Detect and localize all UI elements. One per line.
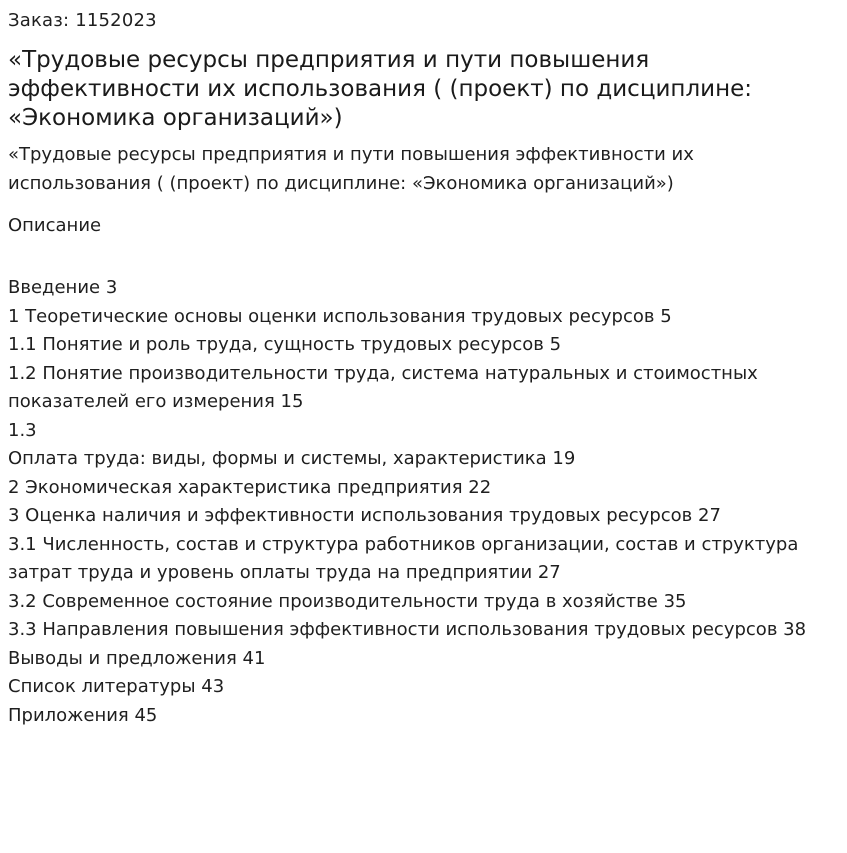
toc-item: 1.3 — [8, 419, 37, 441]
table-of-contents — [8, 274, 839, 730]
toc-item: Список литературы 43 — [8, 676, 225, 697]
toc-item: Оплата труда: виды, формы и системы, характеристика 19 — [8, 448, 576, 469]
toc-item: Введение 3 — [8, 277, 118, 298]
description-label: Описание — [8, 215, 102, 236]
toc-item: Выводы и предложения 41 — [8, 647, 266, 669]
toc-item: 3.2 Современное состояние производительности труда в хозяйстве 35 — [8, 590, 687, 612]
toc-item: 3.3 Направления повышения эффективности использования трудовых ресурсов 38 — [8, 619, 807, 640]
toc-item: 2 Экономическая характеристика предприятия 22 — [8, 476, 492, 498]
toc-item: Приложения 45 — [8, 704, 158, 726]
toc-item: 3 Оценка наличия и эффективности использования трудовых ресурсов 27 — [8, 505, 721, 526]
document-subtitle: «Трудовые ресурсы предприятия и пути повышения эффективности их использования ( (проект) по дисциплине: «Экономика организаций») — [8, 144, 694, 194]
toc-item: 1 Теоретические основы оценки использования трудовых ресурсов 5 — [8, 305, 672, 327]
toc-item: 1.2 Понятие производительности труда, система натуральных и стоимостных показателей его измерения 15 — [8, 362, 758, 412]
toc-item: 1.1 Понятие и роль труда, сущность трудовых ресурсов 5 — [8, 334, 562, 355]
toc-item: 3.1 Численность, состав и структура работников организации, состав и структура затрат труда и уровень оплаты труда на предприятии 27 — [8, 533, 799, 583]
order-number: Заказ: 1152023 — [8, 10, 157, 31]
document-title: «Трудовые ресурсы предприятия и пути повышения эффективности их использования ( (проект) по дисциплине: «Экономика организаций») — [8, 47, 753, 131]
